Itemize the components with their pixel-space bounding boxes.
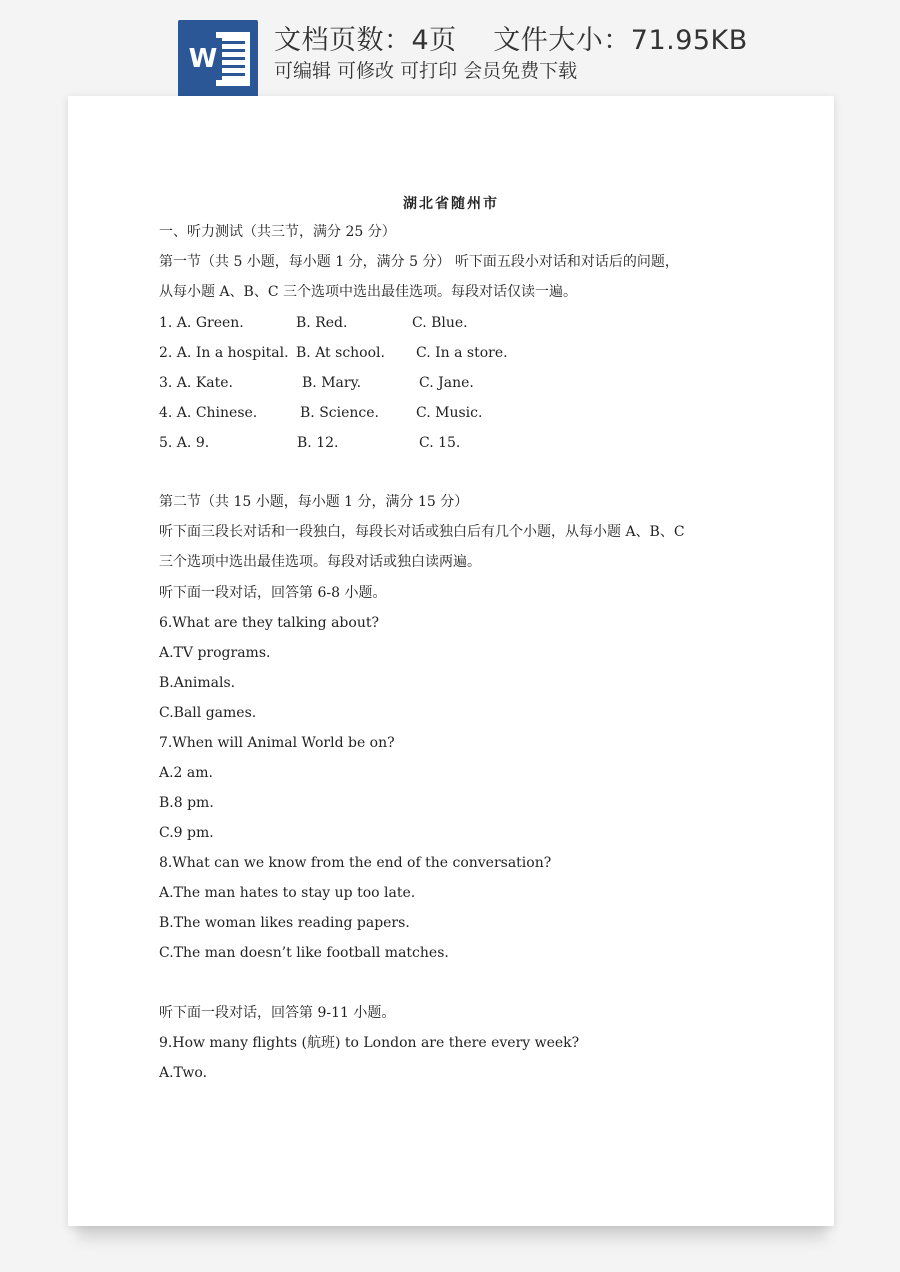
option-a: 3. A. Kate. (159, 375, 233, 391)
download-banner (0, 0, 900, 100)
part1-instruction: 从每小题 A、B、C 三个选项中选出最佳选项。每段对话仅读一遍。 (159, 284, 578, 300)
option-c: C. Music. (416, 405, 483, 421)
option-b: B. Red. (296, 315, 348, 331)
option-a: 5. A. 9. (159, 435, 210, 451)
option-c: C. In a store. (416, 345, 508, 361)
part2-instruction: 三个选项中选出最佳选项。每段对话或独白读两遍。 (159, 554, 481, 570)
answer-option: A.TV programs. (159, 645, 271, 661)
option-b: B. At school. (296, 345, 385, 361)
answer-option: B.Animals. (159, 675, 236, 691)
answer-option: C.The man doesn’t like football matches. (159, 945, 449, 961)
answer-option: A.2 am. (159, 765, 213, 781)
option-a: 1. A. Green. (159, 315, 244, 331)
dialog-prompt: 听下面一段对话，回答第 6-8 小题。 (159, 585, 387, 601)
option-c: C. 15. (419, 435, 461, 451)
option-a: 4. A. Chinese. (159, 405, 258, 421)
option-c: C. Jane. (419, 375, 474, 391)
question-text: 9.How many flights (航班) to London are there every week? (159, 1035, 580, 1051)
option-c: C. Blue. (412, 315, 468, 331)
answer-option: B.The woman likes reading papers. (159, 915, 410, 931)
word-letter: W (184, 38, 222, 80)
part2-instruction: 听下面三段长对话和一段独白，每段长对话或独白后有几个小题，从每小题 A、B、C (159, 524, 685, 540)
answer-option: C.Ball games. (159, 705, 257, 721)
part2-heading: 第二节（共 15 小题，每小题 1 分，满分 15 分） (159, 494, 469, 510)
answer-option: A.The man hates to stay up too late. (159, 885, 416, 901)
option-b: B. Mary. (302, 375, 362, 391)
option-b: B. Science. (300, 405, 379, 421)
dialog-prompt: 听下面一段对话，回答第 9-11 小题。 (159, 1005, 396, 1021)
part1-heading: 第一节（共 5 小题，每小题 1 分，满分 5 分） 听下面五段小对话和对话后的问题， (159, 254, 679, 270)
word-document-icon (178, 20, 258, 98)
file-features-subtitle: 可编辑 可修改 可打印 会员免费下载 (274, 60, 578, 82)
question-text: 6.What are they talking about? (159, 615, 379, 631)
section-heading: 一、听力测试（共三节，满分 25 分） (159, 224, 396, 240)
document-page (68, 96, 834, 1226)
file-info-title: 文档页数：4页 文件大小：71.95KB (274, 25, 748, 56)
answer-option: C.9 pm. (159, 825, 214, 841)
option-b: B. 12. (297, 435, 339, 451)
document-title: 湖北省随州市 (403, 196, 499, 212)
question-text: 7.When will Animal World be on? (159, 735, 395, 751)
answer-option: A.Two. (159, 1065, 208, 1081)
option-a: 2. A. In a hospital. (159, 345, 289, 361)
answer-option: B.8 pm. (159, 795, 214, 811)
question-text: 8.What can we know from the end of the conversation? (159, 855, 552, 871)
